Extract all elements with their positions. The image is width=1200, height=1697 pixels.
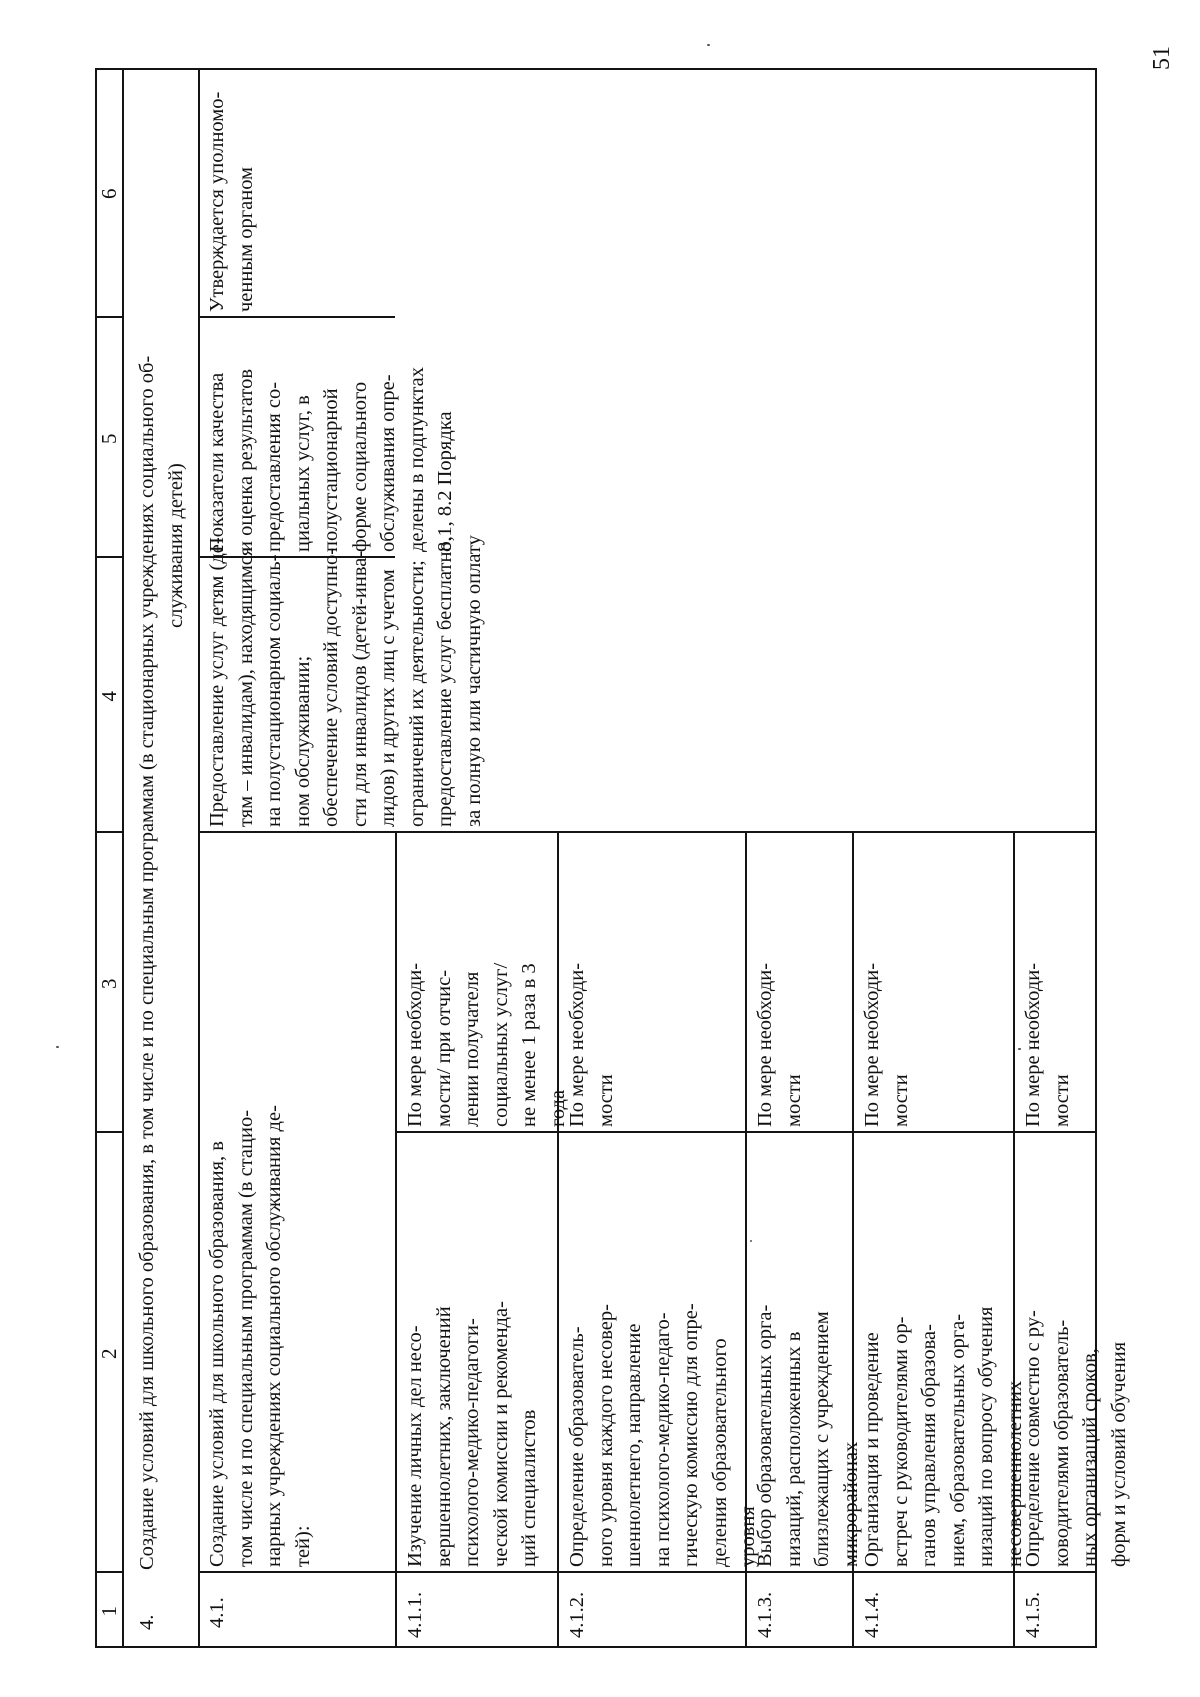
row-quality-indicators: полустационарной — [320, 388, 342, 552]
table-rule — [95, 68, 1097, 70]
row-frequency: По мере необходи- — [404, 962, 426, 1127]
row-number: 4.1.5. — [1022, 1591, 1044, 1638]
row-number: 4.1.4. — [861, 1591, 883, 1638]
section-title: служивания детей) — [165, 463, 187, 628]
row-description: гическую комиссию для опре- — [680, 1303, 702, 1567]
row-approval-note: ченным органом — [234, 166, 257, 312]
column-number-header: 4 — [97, 691, 121, 702]
row-frequency: По мере необходи- — [754, 962, 776, 1127]
row-frequency: мости — [782, 1074, 805, 1127]
row-service-content: за полную или частичную оплату — [462, 535, 485, 827]
row-quality-indicators: и оценка результатов — [234, 368, 257, 552]
row-number: 4.1.3. — [754, 1591, 776, 1638]
row-service-content: сти для инвалидов (детей-инва- — [348, 550, 371, 827]
row-description: Создание условий для школьного образования, в — [206, 1141, 228, 1567]
row-quality-indicators: Показатели качества — [206, 372, 228, 552]
table-rule — [95, 1571, 122, 1573]
row-description: психолого-медико-педагоги- — [461, 1318, 483, 1567]
row-service-content: лидов) и других лиц с учетом — [377, 569, 399, 827]
row-description: Выбор образовательных орга- — [754, 1304, 776, 1567]
table-rule — [95, 1131, 122, 1133]
row-quality-indicators: форме социального — [348, 381, 371, 552]
row-description: том числе и по специальным программам (в стацио- — [234, 1109, 257, 1567]
row-description: деления образовательного — [708, 1338, 731, 1567]
row-service-content: Предоставление услуг детям (де- — [206, 537, 228, 827]
row-description: ганов управления образова- — [918, 1324, 940, 1567]
table-rule — [198, 316, 395, 318]
row-description: уровня — [737, 1506, 759, 1567]
column-number-header: 2 — [97, 1348, 121, 1359]
row-quality-indicators: 8.1, 8.2 Порядка — [434, 411, 456, 552]
table-rule — [745, 1131, 852, 1133]
row-frequency: мости — [1050, 1074, 1073, 1127]
row-description: ководителями образователь- — [1050, 1319, 1073, 1567]
row-frequency: не менее 1 раза в 3 — [518, 963, 540, 1127]
row-description: на психолого-медико-педаго- — [651, 1312, 674, 1567]
row-service-content: ограничений их деятельности; — [405, 560, 428, 827]
row-service-content: обеспечение условий доступно- — [320, 547, 342, 827]
row-frequency: социальных услуг/ — [489, 962, 512, 1127]
table-rule — [198, 68, 200, 1648]
row-description: встреч с руководителями ор- — [889, 1316, 912, 1567]
row-description: ческой комиссии и рекоменда- — [489, 1301, 512, 1567]
row-frequency: мости — [594, 1074, 617, 1127]
row-quality-indicators: предоставления со- — [263, 381, 285, 552]
table-rule — [395, 831, 1097, 833]
table-rule — [198, 831, 395, 833]
section-number: 4. — [136, 1614, 158, 1630]
row-quality-indicators: делены в подпунктах — [405, 366, 428, 552]
table-rule — [1013, 1131, 1097, 1133]
row-frequency: года — [546, 1089, 569, 1127]
row-description: низаций по вопросу обучения — [975, 1306, 997, 1567]
section-title: Создание условий для школьного образования, в том числе и по специальным программам (в стационарных учреждениях социального об- — [136, 355, 158, 1570]
table-rule — [852, 1131, 1013, 1133]
row-number: 4.1. — [206, 1597, 228, 1628]
row-description: нарных учреждениях социального обслуживания де- — [263, 1105, 285, 1567]
table-rule — [557, 833, 559, 1648]
row-description: ных организаций сроков, — [1079, 1348, 1101, 1567]
row-description: Изучение личных дел несо- — [404, 1325, 426, 1567]
row-description: форм и условий обучения — [1107, 1341, 1130, 1567]
row-description: низаций, расположенных в — [782, 1331, 805, 1567]
row-number: 4.1.1. — [404, 1591, 426, 1638]
row-frequency: мости — [889, 1074, 912, 1127]
row-description: несовершеннолетних — [1003, 1380, 1026, 1567]
column-number-header: 6 — [97, 188, 121, 199]
row-service-content: тям – инвалидам), находящимся — [234, 546, 257, 827]
row-description: Организация и проведение — [861, 1332, 883, 1567]
column-number-header: 5 — [97, 433, 121, 444]
row-quality-indicators: обслуживания опре- — [377, 374, 399, 552]
row-number: 4.1.2. — [566, 1591, 588, 1638]
row-approval-note: Утверждается уполномо- — [206, 91, 228, 312]
table-rule — [95, 1646, 1097, 1648]
row-description: близлежащих с учреждением — [811, 1311, 833, 1567]
scan-speck — [56, 1046, 59, 1048]
row-description: Определение образователь- — [566, 1326, 588, 1567]
row-frequency: По мере необходи- — [861, 962, 883, 1127]
table-rule — [395, 1131, 557, 1133]
row-service-content: на полустационарном социаль- — [263, 554, 285, 827]
row-frequency: По мере необходи- — [1022, 962, 1044, 1127]
row-description: вершеннолетних, заключений — [432, 1306, 455, 1567]
row-description: тей): — [291, 1525, 314, 1567]
table-rule — [95, 68, 97, 1648]
column-number-header: 1 — [97, 1606, 121, 1617]
row-description: шеннолетнего, направление — [623, 1323, 645, 1567]
row-frequency: По мере необходи- — [566, 962, 588, 1127]
row-description: нием, образовательных орга- — [946, 1313, 969, 1567]
row-frequency: лении получателя — [461, 971, 483, 1127]
row-description: ций специалистов — [518, 1409, 540, 1567]
row-frequency: мости/ при отчис- — [432, 969, 455, 1127]
table-rule — [95, 556, 122, 558]
page-number: 51 — [1149, 46, 1175, 70]
column-number-header: 3 — [97, 978, 121, 989]
table-rule — [198, 1571, 1097, 1573]
row-service-content: ном обслуживании; — [291, 655, 314, 827]
services-table — [95, 68, 1130, 1648]
row-service-content: предоставление услуг бесплатно, — [434, 536, 456, 827]
scan-speck — [707, 44, 710, 46]
row-description: ного уровня каждого несовер- — [594, 1304, 617, 1567]
table-rule — [95, 831, 122, 833]
table-rule — [557, 1131, 745, 1133]
table-rule — [122, 68, 124, 1648]
row-description: микрорайонах — [839, 1441, 862, 1567]
table-rule — [95, 316, 122, 318]
table-rule — [395, 833, 397, 1648]
row-description: Определение совместно с ру- — [1022, 1310, 1044, 1567]
row-quality-indicators: циальных услуг, в — [291, 395, 314, 552]
